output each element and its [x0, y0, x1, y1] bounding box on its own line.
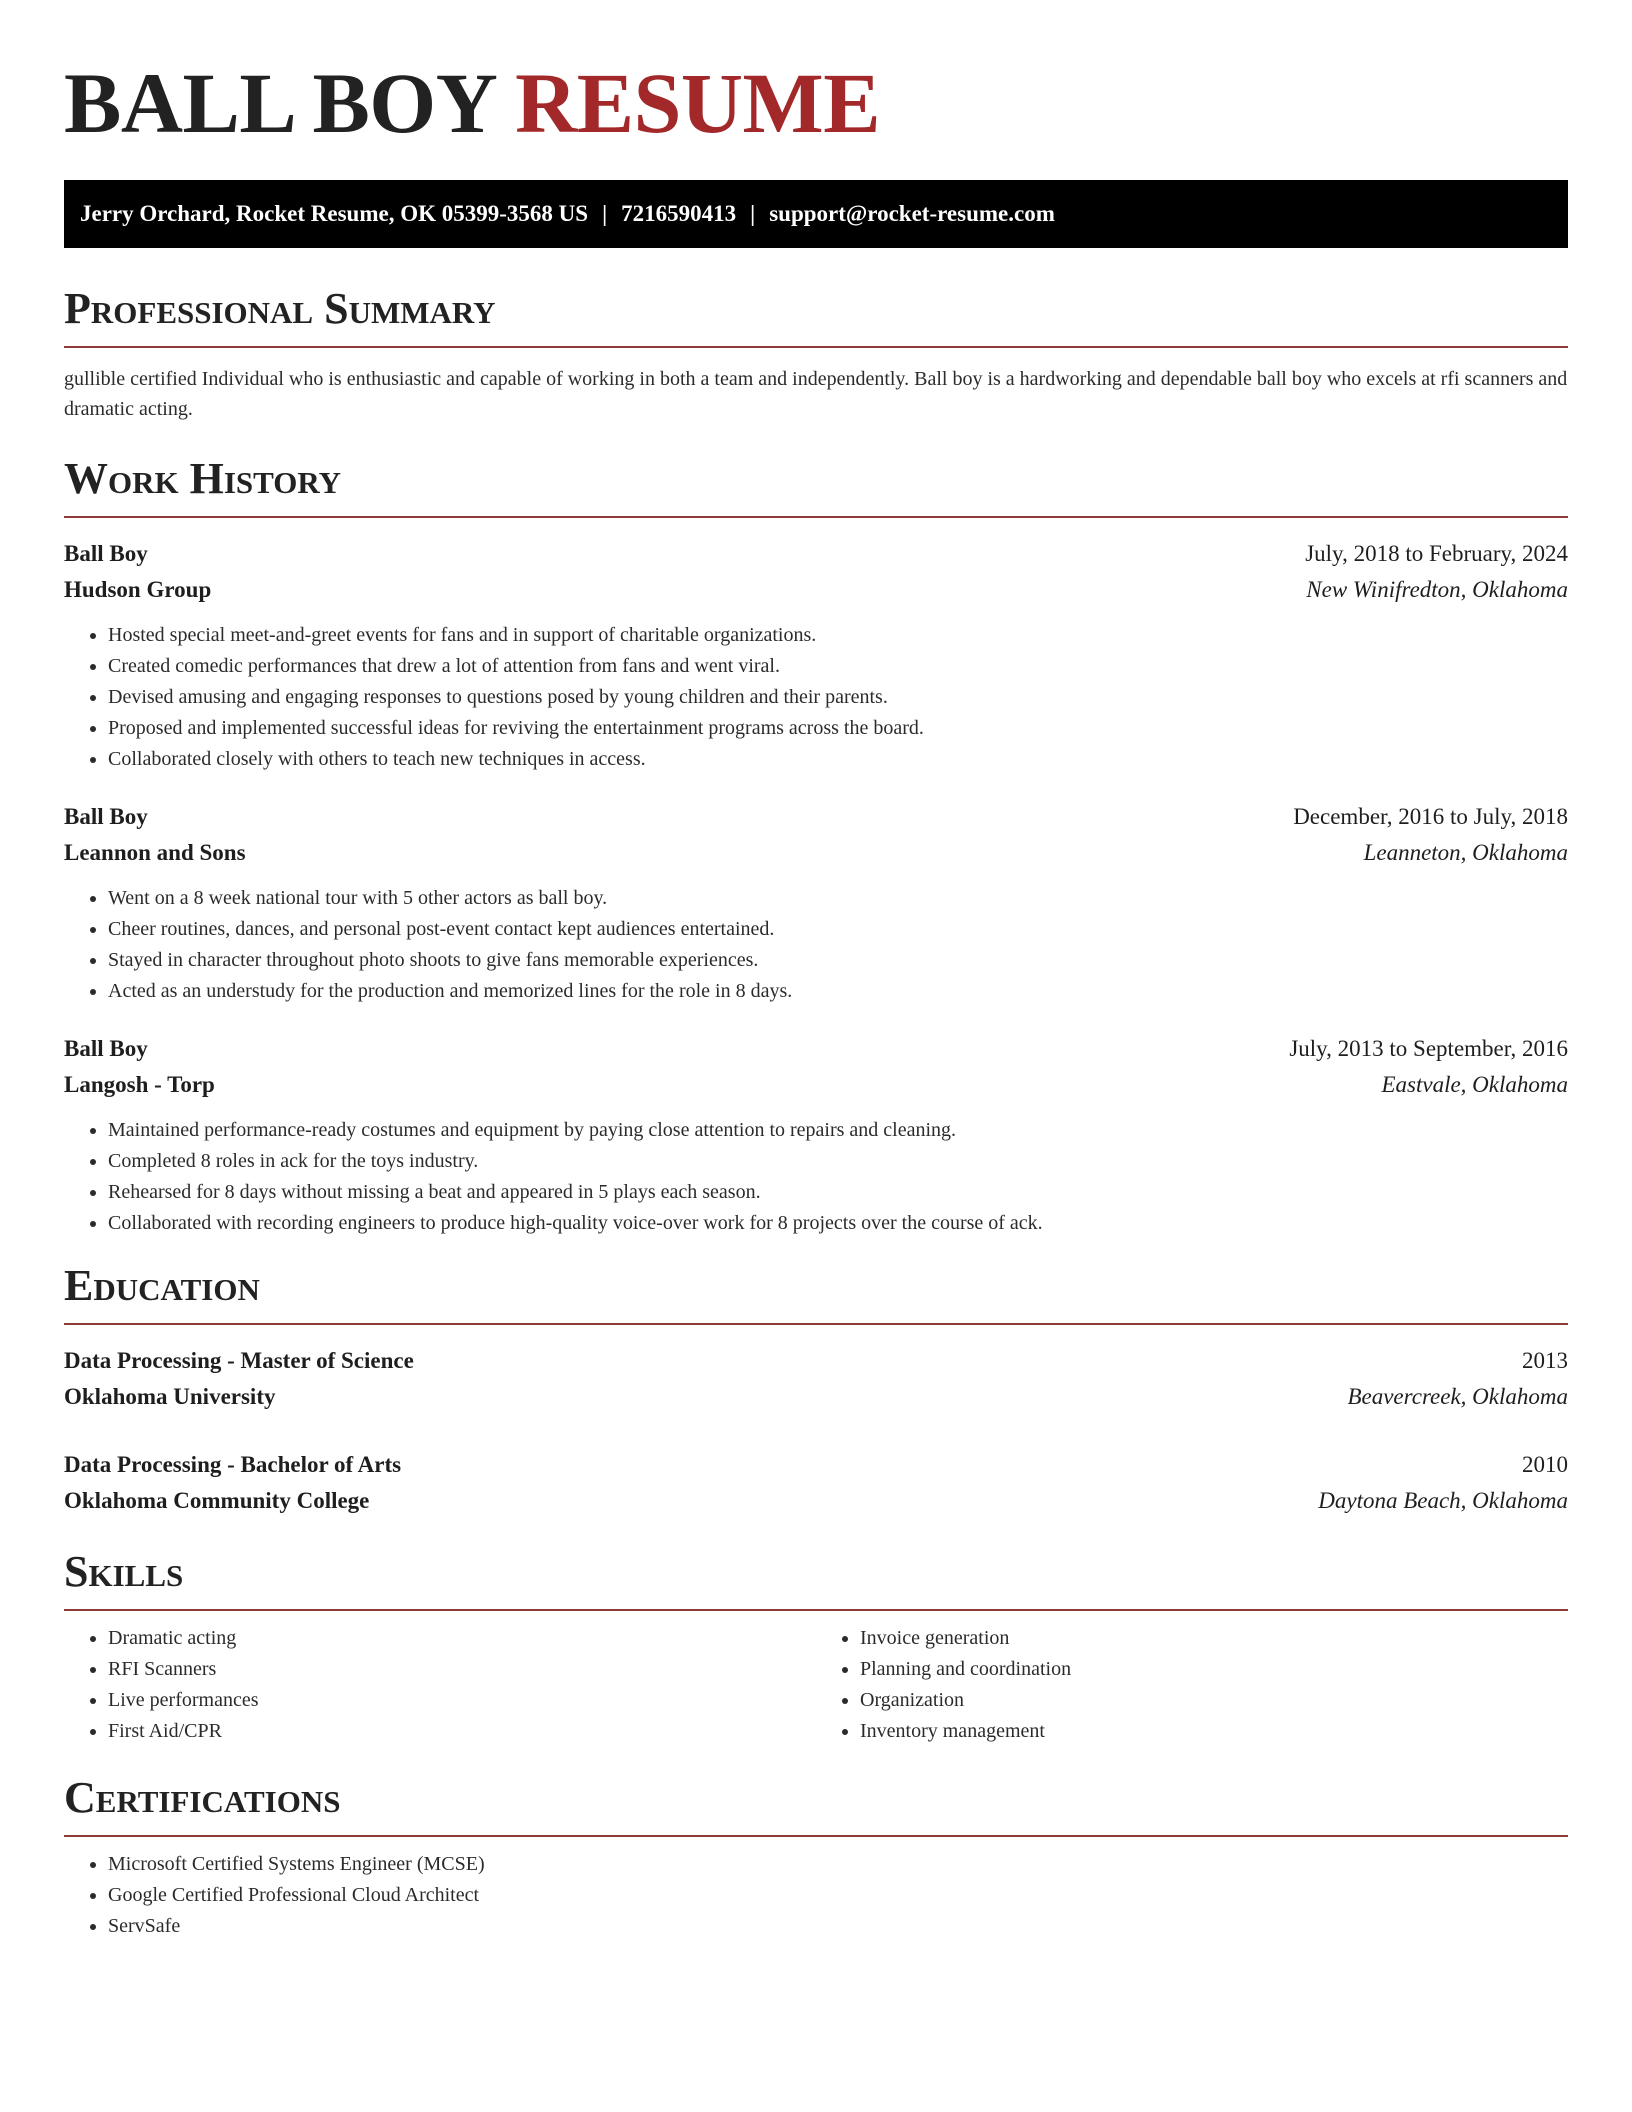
job-header-row: [64, 536, 1568, 572]
certifications-section: [64, 1773, 1568, 1942]
section-divider: [64, 516, 1568, 518]
education-year: 2013: [1522, 1348, 1568, 1373]
job-header-row: [64, 1031, 1568, 1067]
contact-bar: [64, 180, 1568, 248]
job-entry: [64, 536, 1568, 775]
job-company: Hudson Group: [64, 577, 212, 602]
list-item: • Rehearsed for 8 days without missing a beat and appeared in 5 plays each season.: [108, 1177, 1568, 1208]
job-header-row: [64, 799, 1568, 835]
work-history-section: [64, 454, 1568, 1239]
section-heading-education: Education: [64, 1261, 260, 1310]
list-item: • Went on a 8 week national tour with 5 other actors as ball boy.: [108, 883, 1568, 914]
education-school: Oklahoma University: [64, 1384, 276, 1409]
list-item: • Completed 8 roles in ack for the toys industry.: [108, 1146, 1568, 1177]
job-location: Eastvale, Oklahoma: [1381, 1072, 1568, 1097]
skills-columns: [64, 1623, 1568, 1747]
contact-phone: 7216590413: [621, 201, 737, 226]
summary-section: [64, 284, 1568, 424]
section-heading-certifications: Certifications: [64, 1773, 341, 1822]
list-item: • Microsoft Certified Systems Engineer (MCSE): [108, 1849, 1568, 1880]
list-item: • Hosted special meet-and-greet events for fans and in support of charitable organizations.: [108, 620, 1568, 651]
list-item: • Planning and coordination: [860, 1654, 1568, 1685]
skills-list-left: [64, 1623, 816, 1747]
job-dates: December, 2016 to July, 2018: [1293, 804, 1568, 829]
list-item: • Cheer routines, dances, and personal post-event contact kept audiences entertained.: [108, 914, 1568, 945]
summary-text: gullible certified Individual who is enthusiastic and capable of working in both a team and independently. Ball boy is a hardworking and dependable ball boy who excels at rfi scanners and dramatic acting.: [64, 368, 1568, 420]
job-company-row: [64, 572, 1568, 608]
list-item: • Devised amusing and engaging responses to questions posed by young children and their parents.: [108, 682, 1568, 713]
job-bullets: [64, 883, 1568, 1007]
job-bullets: [64, 620, 1568, 775]
section-divider: [64, 1835, 1568, 1837]
job-dates: July, 2018 to February, 2024: [1305, 541, 1568, 566]
job-title: Ball Boy: [64, 541, 148, 566]
list-item: • Collaborated with recording engineers to produce high-quality voice-over work for 8 projects over the course of ack.: [108, 1208, 1568, 1239]
list-item: • Organization: [860, 1685, 1568, 1716]
education-entry: [64, 1343, 1568, 1415]
resume-title: [64, 0, 1568, 150]
contact-separator: |: [750, 201, 756, 226]
list-item: • Collaborated closely with others to teach new techniques in access.: [108, 744, 1568, 775]
education-degree-row: [64, 1343, 1568, 1379]
list-item: • Google Certified Professional Cloud Architect: [108, 1880, 1568, 1911]
education-entry: [64, 1447, 1568, 1519]
education-school-row: [64, 1483, 1568, 1519]
list-item: • Dramatic acting: [108, 1623, 816, 1654]
skills-section: [64, 1547, 1568, 1747]
list-item: • Proposed and implemented successful ideas for reviving the entertainment programs across the board.: [108, 713, 1568, 744]
education-degree: Data Processing - Bachelor of Arts: [64, 1452, 402, 1477]
section-heading-work-history: Work History: [64, 454, 342, 503]
section-heading-skills: Skills: [64, 1547, 184, 1596]
section-divider: [64, 1323, 1568, 1325]
title-main: BALL BOY: [64, 55, 495, 151]
job-title: Ball Boy: [64, 1036, 148, 1061]
list-item: • Live performances: [108, 1685, 816, 1716]
job-entry: [64, 799, 1568, 1007]
title-accent: RESUME: [515, 55, 881, 151]
list-item: • RFI Scanners: [108, 1654, 816, 1685]
section-divider: [64, 1609, 1568, 1611]
education-degree-row: [64, 1447, 1568, 1483]
education-school-row: [64, 1379, 1568, 1415]
contact-email: support@rocket-resume.com: [769, 201, 1055, 226]
job-dates: July, 2013 to September, 2016: [1289, 1036, 1568, 1061]
job-location: New Winifredton, Oklahoma: [1306, 577, 1568, 602]
section-divider: [64, 346, 1568, 348]
education-section: [64, 1261, 1568, 1519]
job-company: Langosh - Torp: [64, 1072, 215, 1097]
list-item: • Acted as an understudy for the production and memorized lines for the role in 8 days.: [108, 976, 1568, 1007]
job-bullets: [64, 1115, 1568, 1239]
education-location: Daytona Beach, Oklahoma: [1318, 1488, 1568, 1513]
job-company-row: [64, 1067, 1568, 1103]
education-year: 2010: [1522, 1452, 1568, 1477]
list-item: • Stayed in character throughout photo shoots to give fans memorable experiences.: [108, 945, 1568, 976]
contact-separator: |: [602, 201, 608, 226]
list-item: • Inventory management: [860, 1716, 1568, 1747]
job-title: Ball Boy: [64, 804, 148, 829]
list-item: • Invoice generation: [860, 1623, 1568, 1654]
contact-address: Jerry Orchard, Rocket Resume, OK 05399-3568 US: [80, 201, 589, 226]
job-company-row: [64, 835, 1568, 871]
list-item: • First Aid/CPR: [108, 1716, 816, 1747]
list-item: • Created comedic performances that drew a lot of attention from fans and went viral.: [108, 651, 1568, 682]
education-school: Oklahoma Community College: [64, 1488, 370, 1513]
job-company: Leannon and Sons: [64, 840, 246, 865]
list-item: • ServSafe: [108, 1911, 1568, 1942]
certifications-list: [64, 1849, 1568, 1942]
list-item: • Maintained performance-ready costumes and equipment by paying close attention to repairs and cleaning.: [108, 1115, 1568, 1146]
skills-list-right: [816, 1623, 1568, 1747]
section-heading-summary: Professional Summary: [64, 284, 496, 333]
education-location: Beavercreek, Oklahoma: [1347, 1384, 1568, 1409]
job-location: Leanneton, Oklahoma: [1363, 840, 1568, 865]
job-entry: [64, 1031, 1568, 1239]
education-degree: Data Processing - Master of Science: [64, 1348, 414, 1373]
